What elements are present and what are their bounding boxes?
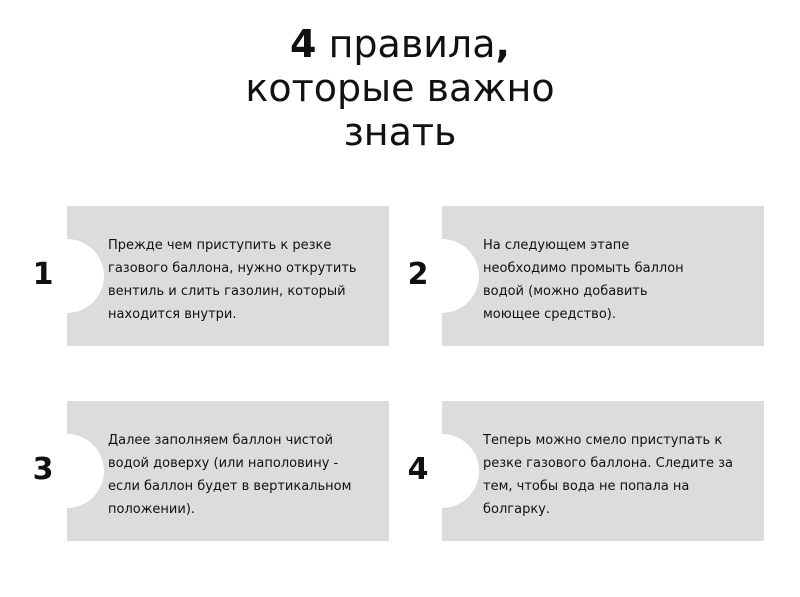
rule-text-line: моющее средство). [483,307,617,322]
rule-text-line: Далее заполняем баллон чистой [108,433,333,448]
rule-number: 2 [407,257,429,292]
rule-card-1 [32,206,389,346]
title-line-2: которые важно [245,66,555,110]
rule-number: 3 [32,452,54,487]
rule-text [108,234,370,326]
rule-text [483,429,745,521]
rule-number: 1 [32,257,54,292]
title-line-1-text: правила [316,22,496,66]
rule-text-line: находится внутри. [108,307,237,322]
rule-text-line: болгарку. [483,502,551,517]
rule-text-line: газового баллона, нужно открутить [108,261,357,276]
rule-text-line: водой (можно добавить [483,284,648,299]
rule-text-line: На следующем этапе [483,238,630,253]
rule-text-line: тем, чтобы вода не попала на [483,479,690,494]
rule-text [483,234,745,326]
rule-text-line: Прежде чем приступить к резке [108,238,332,253]
rule-text-line: необходимо промыть баллон [483,261,684,276]
page-title [0,22,800,154]
rule-text-line: вентиль и слить газолин, который [108,284,346,299]
title-line-1 [0,22,800,66]
title-comma: , [495,22,510,66]
rule-number: 4 [407,452,429,487]
rule-text-line: если баллон будет в вертикальном [108,479,352,494]
rule-card-3 [32,401,389,541]
title-number: 4 [290,22,317,66]
title-line-3: знать [343,110,457,154]
rule-text-line: Теперь можно смело приступать к [483,433,723,448]
rule-card-4 [407,401,764,541]
rule-text-line: водой доверху (или наполовину - [108,456,339,471]
rule-card-2 [407,206,764,346]
rule-text-line: положении). [108,502,196,517]
rule-text-line: резке газового баллона. Следите за [483,456,734,471]
rule-text [108,429,370,521]
